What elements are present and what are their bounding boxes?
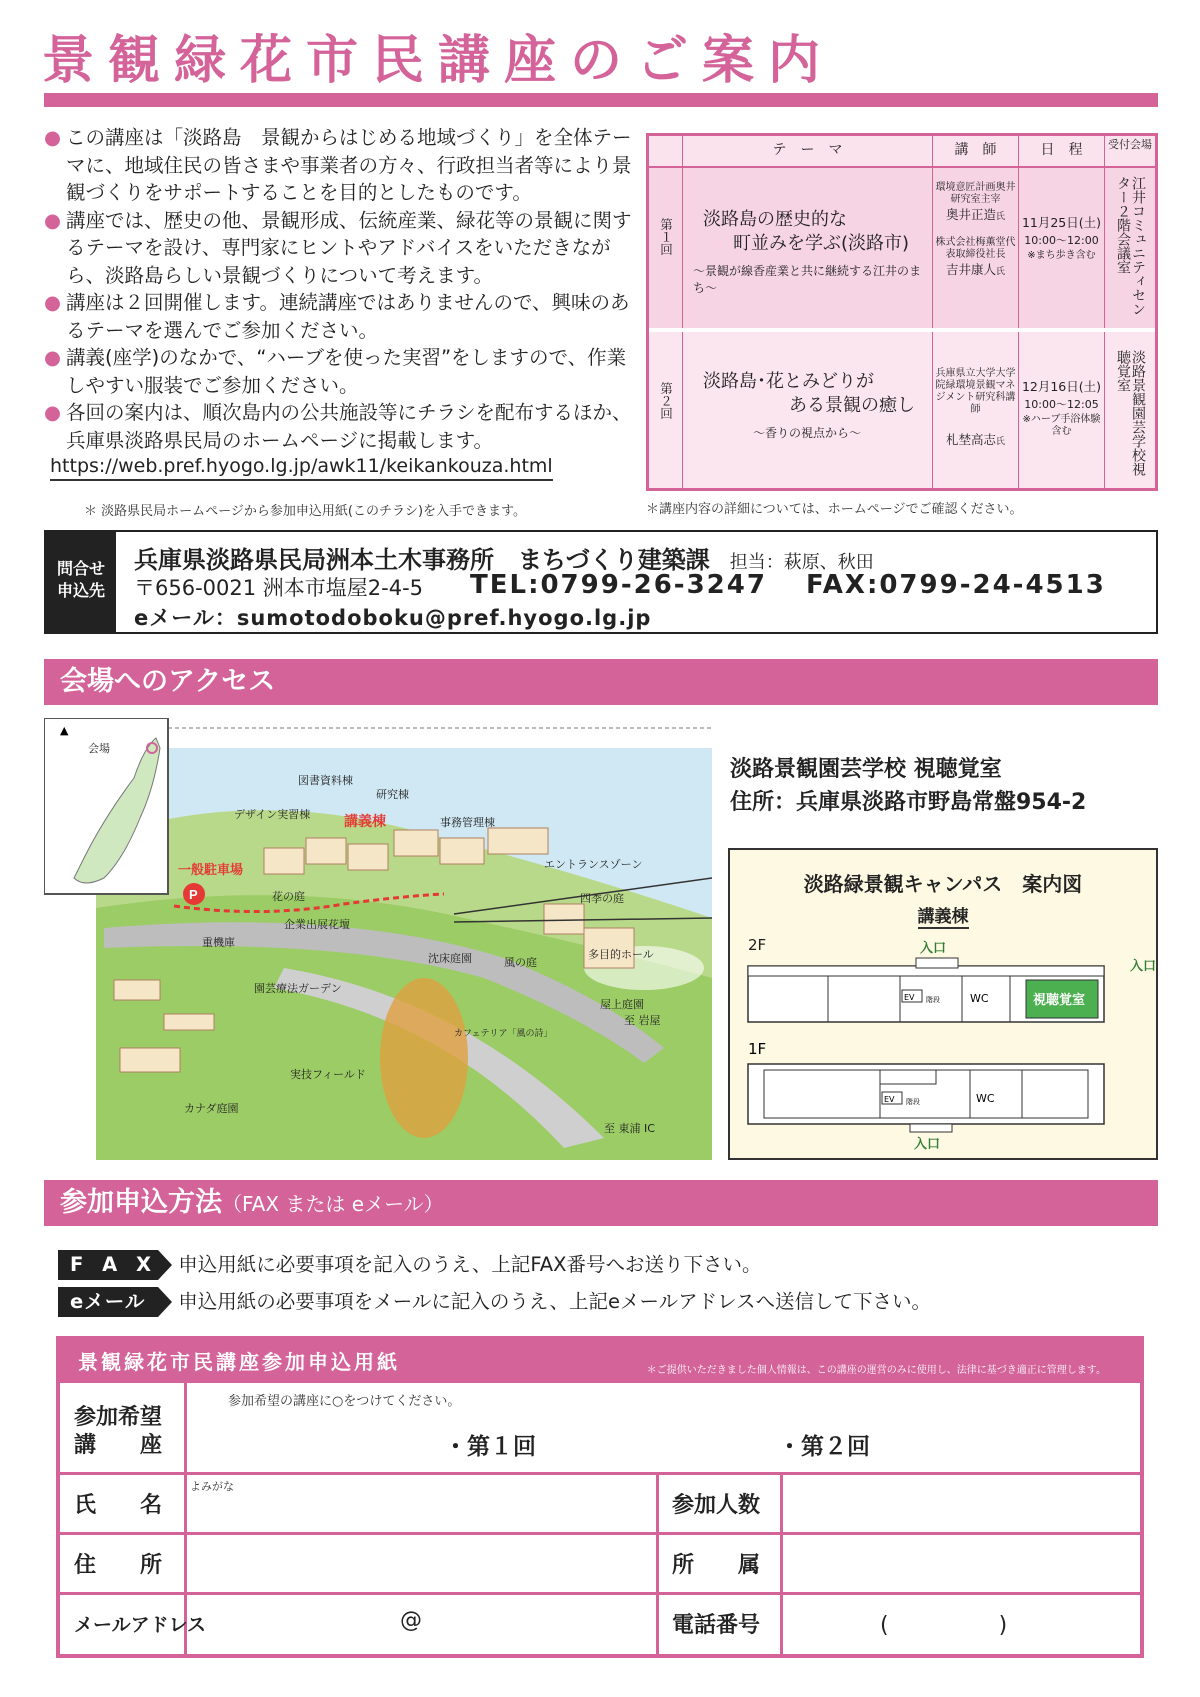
- venue-address: 住所：兵庫県淡路市野島常盤954-2: [730, 790, 1087, 815]
- session-venue: 江井コミュニティセンター２階会議室: [1115, 176, 1146, 316]
- contact-address: 〒656-0021 洲本市塩屋2-4-5: [134, 576, 424, 600]
- schedule-header-row: [649, 136, 1155, 168]
- floor-plan-title: 淡路緑景観キャンパス 案内図: [803, 872, 1083, 896]
- session-subtheme: 〜香りの視点から〜: [753, 426, 862, 440]
- schedule-note: ＊講座内容の詳細については、ホームページでご確認ください。: [646, 502, 1023, 517]
- map-label: 企業出展花壇: [284, 918, 350, 931]
- page-title: 景観緑花市民講座のご案内: [42, 30, 835, 91]
- map-label: 屋上庭園: [600, 998, 644, 1011]
- floor-plan-building: 講義棟: [917, 907, 969, 927]
- session-number: 第１回: [658, 218, 674, 256]
- ev-1f-label: EV: [884, 1095, 895, 1104]
- intro-list: [44, 124, 644, 454]
- mail-tag: eメール: [58, 1287, 158, 1317]
- floor-plan-diagram: [730, 930, 1156, 1160]
- map-label: 沈床庭園: [428, 952, 472, 965]
- map-label: 園芸療法ガーデン: [254, 982, 342, 995]
- contact-person: 担当：萩原、秋田: [729, 552, 874, 573]
- intro-bullet: ● 各回の案内は、順次島内の公共施設等にチラシを配布するほか、兵庫県淡路県民局のホームページに掲載します。: [44, 399, 644, 454]
- map-label: 至 東浦 IC: [604, 1122, 655, 1135]
- session-venue: 淡路景観園芸学校視聴覚室: [1115, 350, 1146, 476]
- privacy-note: ＊ご提供いただきました個人情報は、この講座の運営のみに使用し、法律に基づき適正に管理します。: [646, 1365, 1106, 1376]
- lecturer-info: 環境意匠計画奥井研究室主宰 奥井正造氏 株式会社梅薫堂代表取締役社長 吉井康人氏: [935, 182, 1016, 277]
- floor-1f-label: 1F: [748, 1040, 767, 1058]
- furigana-label: よみがな: [190, 1480, 234, 1493]
- svg-text:▲: ▲: [60, 724, 69, 737]
- map-label: 実技フィールド: [290, 1068, 366, 1081]
- entrance-1f-label: 入口: [914, 1137, 941, 1152]
- title-rule: [44, 93, 1158, 107]
- intro-bullet: ● 講座は２回開催します。連続講座ではありませんので、興味のあるテーマを選んでご参加ください。: [44, 289, 644, 344]
- wc-2f-label: WC: [970, 992, 989, 1005]
- entrance-2f-label: 入口: [920, 941, 947, 956]
- map-label: 四季の庭: [580, 892, 624, 905]
- map-label: 一般駐車場: [178, 863, 244, 878]
- apply-fax-line: [58, 1249, 762, 1280]
- map-label: 多目的ホール: [588, 948, 654, 961]
- stairs-2f-label: 階段: [926, 996, 940, 1004]
- header-venue: 受付会場: [1108, 138, 1152, 151]
- email-at[interactable]: @: [400, 1608, 422, 1633]
- intro-note: ＊ 淡路県民局ホームページから参加申込用紙(このチラシ)を入手できます。: [84, 504, 526, 519]
- floor-plan: [728, 848, 1158, 1160]
- phone-label: 電話番号: [672, 1613, 761, 1638]
- course-option-2[interactable]: ・第２回: [778, 1434, 870, 1460]
- session-theme: 淡路島･花とみどりが ある景観の癒し: [703, 371, 915, 416]
- map-label: カナダ庭園: [184, 1102, 239, 1115]
- map-label: エントランスゾーン: [544, 858, 643, 871]
- lecturer-name: 吉井康人: [945, 262, 996, 277]
- svg-text:P: P: [189, 887, 198, 902]
- name-label: 氏 名: [74, 1493, 163, 1518]
- contact-fax: FAX:0799-24-4513: [806, 570, 1106, 600]
- course-label: 参加希望 講 座: [74, 1405, 163, 1458]
- session-subtheme: 〜景観が線香産業と共に継続する江井のまち〜: [693, 264, 922, 295]
- venue-name: 淡路景観園芸学校 視聴覚室: [730, 757, 1002, 782]
- av-room-label: 視聴覚室: [1033, 993, 1086, 1008]
- schedule-row-1: [649, 168, 1155, 330]
- fax-tag: F A X: [58, 1250, 158, 1280]
- affiliation-field[interactable]: [784, 1535, 1138, 1591]
- map-label: 事務管理棟: [440, 816, 495, 829]
- session-number: 第２回: [658, 382, 674, 420]
- map-label: デザイン実習棟: [234, 808, 311, 821]
- course-hint: 参加希望の講座に○をつけてください。: [228, 1394, 461, 1409]
- map-label: 研究棟: [376, 788, 409, 801]
- intro-bullet: ● 講座では、歴史の他、景観形成、伝統産業、緑花等の景観に関するテーマを設け、専門家にヒントやアドバイスをいただきながら、淡路島らしい景観づくりについて考えます。: [44, 207, 644, 290]
- map-label: カフェテリア「風の詩」: [454, 1029, 553, 1039]
- schedule-table: [646, 133, 1158, 491]
- affiliation-label: 所 属: [672, 1553, 761, 1578]
- count-field[interactable]: [784, 1475, 1138, 1531]
- apply-heading-sub: （FAX または eメール）: [222, 1192, 444, 1216]
- campus-map: [44, 718, 712, 1160]
- address-label: 住 所: [74, 1553, 163, 1578]
- schedule-row-2: [649, 332, 1155, 488]
- session-date: 11月25日(土) 10:00〜12:00 ※まち歩き含む: [1021, 215, 1102, 261]
- entrance-2f-side-label: 入口: [1130, 959, 1156, 974]
- map-label: 図書資料棟: [298, 774, 353, 787]
- form-title: 景観緑花市民講座参加申込用紙: [78, 1350, 400, 1374]
- floor-2f-label: 2F: [748, 936, 767, 954]
- header-date: 日 程: [1040, 142, 1083, 158]
- intro-bullet: ● 講義(座学)のなかで、“ハーブを使った実習”をしますので、作業しやすい服装でご参加ください。: [44, 344, 644, 399]
- wc-1f-label: WC: [976, 1092, 995, 1105]
- count-label: 参加人数: [672, 1493, 761, 1518]
- header-lecturer: 講 師: [954, 142, 997, 158]
- map-label: 風の庭: [504, 956, 537, 969]
- homepage-link[interactable]: https://web.pref.hyogo.lg.jp/awk11/keikankouza.html: [50, 455, 553, 481]
- session-date: 12月16日(土) 10:00〜12:05 ※ハーブ手浴体験含む: [1021, 379, 1102, 437]
- contact-tag: 問合せ申込先: [46, 532, 116, 632]
- stairs-1f-label: 階段: [906, 1098, 920, 1106]
- contact-org: 兵庫県淡路県民局洲本土木事務所 まちづくり建築課 担当：萩原、秋田: [134, 546, 874, 574]
- map-label: 重機庫: [202, 936, 235, 949]
- lecturer-name: 札埜高志: [945, 432, 996, 447]
- apply-mail-line: [58, 1286, 931, 1317]
- map-label-lecture: 講義棟: [344, 814, 386, 830]
- phone-field[interactable]: ( ): [880, 1613, 1008, 1638]
- fax-instruction: 申込用紙に必要事項を記入のうえ、上記FAX番号へお送り下さい。: [178, 1253, 762, 1276]
- lecturer-name: 奥井正造: [945, 207, 996, 222]
- ev-2f-label: EV: [904, 993, 915, 1002]
- mail-instruction: 申込用紙の必要事項をメールに記入のうえ、上記eメールアドレスへ送信して下さい。: [178, 1290, 932, 1313]
- apply-heading: 参加申込方法（FAX または eメール）: [44, 1180, 1158, 1226]
- map-label: 至 岩屋: [624, 1014, 661, 1027]
- map-label: 花の庭: [272, 890, 305, 903]
- lecturer-info: 兵庫県立大学大学院緑環境景観マネジメント研究科講師 札埜高志氏: [935, 368, 1016, 447]
- contact-box: [44, 530, 1158, 634]
- contact-email[interactable]: eメール：sumotodoboku@pref.hyogo.lg.jp: [134, 606, 652, 630]
- contact-tel[interactable]: TEL:0799-26-3247: [470, 570, 767, 600]
- intro-bullet: ● この講座は「淡路島 景観からはじめる地域づくり」を全体テーマに、地域住民の皆さまや事業者の方々、行政担当者等により景観づくりをサポートすることを目的としたものです。: [44, 124, 644, 207]
- address-field[interactable]: [188, 1535, 654, 1591]
- email-label: メールアドレス: [74, 1614, 207, 1636]
- access-heading: 会場へのアクセス: [44, 659, 1158, 705]
- session-theme: 淡路島の歴史的な 町並みを学ぶ(淡路市): [703, 209, 910, 254]
- application-form: [56, 1336, 1144, 1658]
- name-field[interactable]: [188, 1475, 654, 1531]
- header-theme: テ ー マ: [772, 142, 843, 158]
- course-option-1[interactable]: ・第１回: [444, 1434, 536, 1460]
- map-label: 会場: [88, 742, 110, 755]
